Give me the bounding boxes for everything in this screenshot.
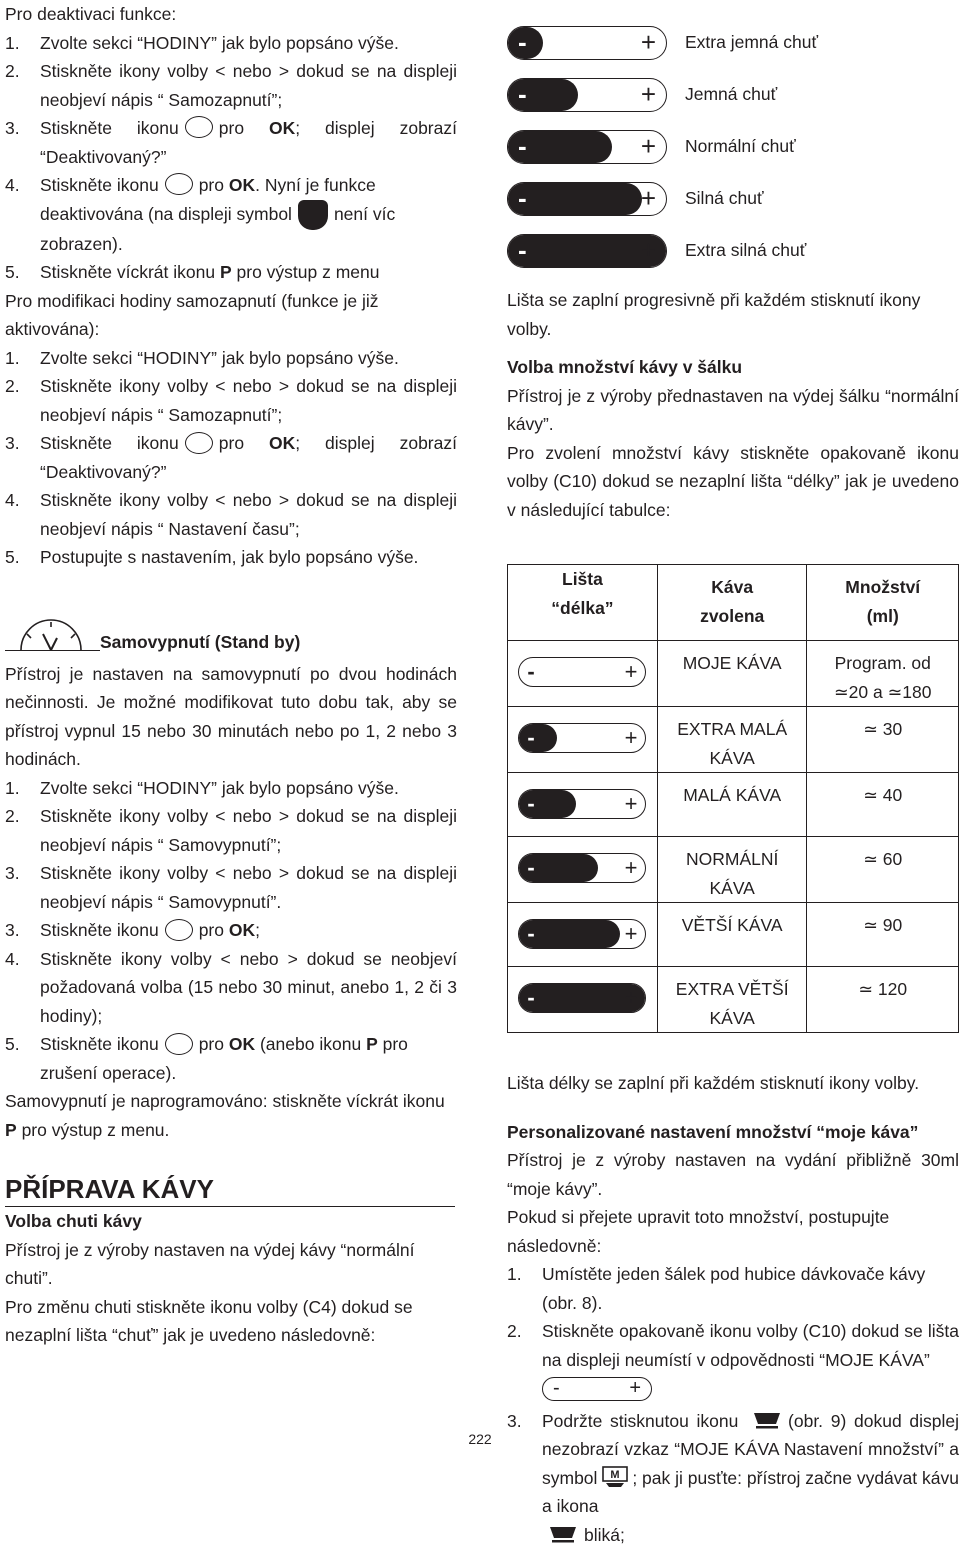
pers-paragraph-2: Pokud si přejete upravit toto množství, postupujte následovně: <box>507 1203 959 1260</box>
clock-symbol-icon <box>298 200 328 230</box>
minus-sign: - <box>518 183 527 214</box>
table-row <box>508 903 959 967</box>
qty-paragraph-1: Přístroj je z výroby přednastaven na výdej šálku “normální kávy”. <box>507 382 959 439</box>
taste-bar <box>507 182 667 216</box>
ok-icon <box>165 173 193 195</box>
deact-step-3: 3. Stiskněte ikonu pro OK; displej zobrazí “Deaktivovaný?” <box>5 114 457 171</box>
standby-heading: Samovypnutí (Stand by) <box>5 620 457 660</box>
ok-icon <box>185 116 213 138</box>
deact-step-4: 4. Stiskněte ikonu pro OK. Nyní je funkce deaktivována (na displeji symbol není víc zobrazen). <box>5 171 457 258</box>
length-table <box>507 564 959 1033</box>
standby-step-4: 4. Stiskněte ikony volby < nebo > dokud se neobjeví požadovaná volba (15 nebo 30 minut, anebo 1, 2 či 3 hodiny); <box>5 945 457 1031</box>
taste-note: Lišta se zaplní progresivně při každém stisknutí ikony volby. <box>507 286 959 343</box>
coffee-cell: EXTRA MALÁ KÁVA <box>657 707 807 773</box>
mod-step-1: 1. Zvolte sekci “HODINY” jak bylo popsáno výše. <box>5 344 457 373</box>
taste-label: Extra jemná chuť <box>685 28 818 57</box>
taste-label: Silná chuť <box>685 184 764 213</box>
bar-cell <box>508 641 658 707</box>
plus-sign: + <box>625 920 638 947</box>
taste-level-row <box>507 234 959 286</box>
taste-bar <box>507 130 667 164</box>
quantity-cell: ≃ 90 <box>807 903 959 967</box>
standby-step-3: 3. Stiskněte ikony volby < nebo > dokud se na displeji neobjeví nápis “ Samovypnutí”. <box>5 859 457 916</box>
minus-sign: - <box>518 131 527 162</box>
standby-step-3b: 3. Stiskněte ikonu pro OK; <box>5 916 457 945</box>
ok-icon <box>165 919 193 941</box>
my-coffee-symbol-icon <box>602 1466 628 1488</box>
plus-sign: + <box>641 131 656 162</box>
taste-paragraph-2: Pro změnu chuti stiskněte ikonu volby (C4) dokud se nezaplní lišta “chuť” jak je uvedeno následovně: <box>5 1293 457 1350</box>
standby-step-5: 5. Stiskněte ikonu pro OK (anebo ikonu P pro zrušení operace). <box>5 1030 457 1087</box>
plus-sign: + <box>641 235 656 266</box>
quantity-cell: ≃ 60 <box>807 837 959 903</box>
cup-icon-blinking <box>548 1524 578 1544</box>
coffee-cell: MOJE KÁVA <box>657 641 807 707</box>
length-bar <box>518 919 646 949</box>
length-bar-fill <box>519 724 557 752</box>
taste-bar-fill <box>508 183 642 215</box>
taste-bar <box>507 26 667 60</box>
svg-text:M: M <box>611 1469 620 1481</box>
mod-step-5: 5. Postupujte s nastavením, jak bylo popsáno výše. <box>5 543 457 572</box>
minus-sign: - <box>527 854 534 881</box>
taste-label: Jemná chuť <box>685 80 777 109</box>
pers-step-1: 1. Umístěte jeden šálek pod hubice dávkovače kávy (obr. 8). <box>507 1260 959 1317</box>
bar-cell <box>508 773 658 837</box>
standby-intro: Přístroj je nastaven na samovypnutí po dvou hodinách nečinnosti. Je možné modifikovat tuto dobu tak, aby se přístroj vypnul 15 nebo 30 minutách nebo po 1, 2 nebo 3 hodinách. <box>5 660 457 774</box>
mini-length-bar: - + <box>542 1377 652 1401</box>
mod-step-2: 2. Stiskněte ikony volby < nebo > dokud se na displeji neobjeví nápis “ Samozapnutí”; <box>5 372 457 429</box>
pers-paragraph-1: Přístroj je z výroby nastaven na vydání přibližně 30ml “moje kávy”. <box>507 1146 959 1203</box>
plus-sign: + <box>625 724 638 751</box>
table-row <box>508 837 959 903</box>
standby-end: Samovypnutí je naprogramováno: stiskněte víckrát ikonu P pro výstup z menu. <box>5 1087 457 1144</box>
coffee-cell: VĚTŠÍ KÁVA <box>657 903 807 967</box>
coffee-cell: NORMÁLNÍ KÁVA <box>657 837 807 903</box>
page-number: 222 <box>0 1430 960 1448</box>
qty-paragraph-2: Pro zvolení množství kávy stiskněte opakovaně ikonu volby (C10) dokud se nezaplní lišta “délky” jak je uvedeno v následující tabulce: <box>507 439 959 525</box>
minus-sign: - <box>527 658 534 685</box>
table-header <box>508 565 959 641</box>
taste-bar <box>507 234 667 268</box>
standby-icon <box>13 620 93 652</box>
minus-sign: - <box>527 984 534 1011</box>
cup-icon <box>752 1410 782 1430</box>
coffee-heading: PŘÍPRAVA KÁVY <box>5 1174 455 1207</box>
col-header-coffee: Káva zvolena <box>657 565 807 641</box>
quantity-cell: Program. od ≃20 a ≃180 <box>807 641 959 707</box>
qty-subheading: Volba množství kávy v šálku <box>507 353 959 382</box>
col-header-quantity: Množství (ml) <box>807 565 959 641</box>
right-column <box>507 0 959 1549</box>
taste-label: Normální chuť <box>685 132 796 161</box>
plus-sign: + <box>641 183 656 214</box>
bar-cell <box>508 837 658 903</box>
minus-sign: - <box>527 790 534 817</box>
length-bar <box>518 853 646 883</box>
deact-step-5: 5. Stiskněte víckrát ikonu P pro výstup z menu <box>5 258 457 287</box>
plus-sign: + <box>625 984 638 1011</box>
quantity-cell: ≃ 120 <box>807 967 959 1033</box>
ok-icon <box>185 432 213 454</box>
mod-title: Pro modifikaci hodiny samozapnutí (funkce je již aktivována): <box>5 287 457 344</box>
length-bar <box>518 723 646 753</box>
taste-label: Extra silná chuť <box>685 236 806 265</box>
bar-cell <box>508 967 658 1033</box>
left-column <box>5 0 457 1350</box>
bar-cell <box>508 903 658 967</box>
length-bar <box>518 983 646 1013</box>
plus-sign: + <box>625 854 638 881</box>
length-bar <box>518 789 646 819</box>
taste-level-row <box>507 182 959 234</box>
minus-sign: - <box>527 724 534 751</box>
plus-sign: + <box>625 790 638 817</box>
minus-sign: - <box>518 27 527 58</box>
standby-step-2: 2. Stiskněte ikony volby < nebo > dokud se na displeji neobjeví nápis “ Samovypnutí”; <box>5 802 457 859</box>
bar-cell <box>508 707 658 773</box>
minus-sign: - <box>518 79 527 110</box>
taste-subheading: Volba chuti kávy <box>5 1207 457 1236</box>
plus-sign: + <box>625 658 638 685</box>
minus-sign: - <box>518 235 527 266</box>
taste-level-row <box>507 130 959 182</box>
ok-icon <box>165 1033 193 1055</box>
deact-title: Pro deaktivaci funkce: <box>5 0 457 29</box>
plus-sign: + <box>641 27 656 58</box>
pers-subheading: Personalizované nastavení množství “moje káva” <box>507 1118 959 1147</box>
deact-step-2: 2. Stiskněte ikony volby < nebo > dokud se na displeji neobjeví nápis “ Samozapnutí”; <box>5 57 457 114</box>
minus-sign: - <box>527 920 534 947</box>
coffee-cell: EXTRA VĚTŠÍ KÁVA <box>657 967 807 1033</box>
quantity-cell: ≃ 30 <box>807 707 959 773</box>
taste-level-row <box>507 78 959 130</box>
length-note: Lišta délky se zaplní při každém stisknutí ikony volby. <box>507 1069 959 1098</box>
table-row <box>508 967 959 1033</box>
mod-step-4: 4. Stiskněte ikony volby < nebo > dokud se na displeji neobjeví nápis “ Nastavení času”; <box>5 486 457 543</box>
standby-step-1: 1. Zvolte sekci “HODINY” jak bylo popsáno výše. <box>5 774 457 803</box>
pers-step-3: 3. Podržte stisknutou ikonu (obr. 9) dokud displej nezobrazí vzkaz “MOJE KÁVA Nastavení množství” a symbol M ; pak ji pusťte: přístroj začne vydávat kávu a ikona bliká; <box>507 1407 959 1549</box>
taste-bar <box>507 78 667 112</box>
table-row <box>508 641 959 707</box>
mod-step-3: 3. Stiskněte ikonu pro OK; displej zobrazí “Deaktivovaný?” <box>5 429 457 486</box>
deact-step-1: 1. Zvolte sekci “HODINY” jak bylo popsáno výše. <box>5 29 457 58</box>
taste-level-row <box>507 26 959 78</box>
quantity-cell: ≃ 40 <box>807 773 959 837</box>
plus-sign: + <box>641 79 656 110</box>
pers-step-2: 2. Stiskněte opakovaně ikonu volby (C10) dokud se lišta na displeji neumístí v odpovědnosti “MOJE KÁVA” - + <box>507 1317 959 1403</box>
col-header-bar: Lišta “délka” <box>508 565 658 641</box>
taste-paragraph-1: Přístroj je z výroby nastaven na výdej kávy “normální chuti”. <box>5 1236 457 1293</box>
table-row <box>508 707 959 773</box>
table-row <box>508 773 959 837</box>
coffee-cell: MALÁ KÁVA <box>657 773 807 837</box>
length-bar <box>518 657 646 687</box>
taste-levels <box>507 26 959 286</box>
